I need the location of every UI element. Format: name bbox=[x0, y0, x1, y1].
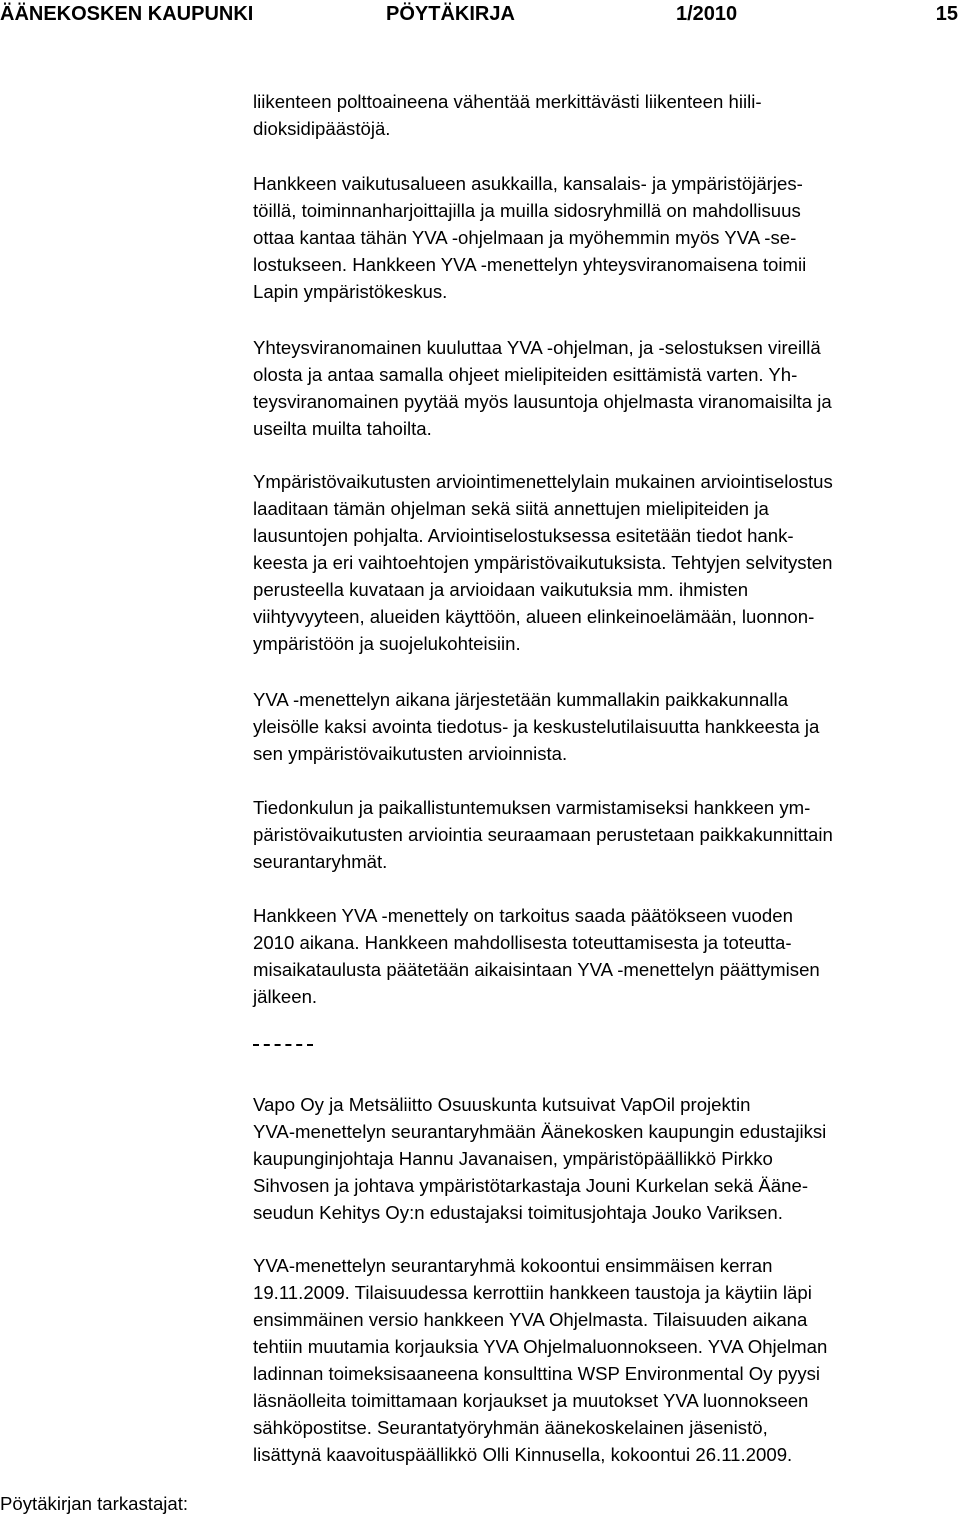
paragraph-text: Hankkeen YVA -menettely on tarkoitus saada päätökseen vuoden 2010 aikana. Hankkeen mahdollisesta toteuttamisesta ja toteutta- misaikataulusta päätetään aikaisintaan YVA -menettelyn päättymisen jälkeen. bbox=[253, 905, 820, 1007]
paragraph-7 bbox=[253, 902, 960, 1010]
paragraph-text: Tiedonkulun ja paikallistuntemuksen varmistamiseksi hankkeen ym- päristövaikutusten arviointia seuraamaan perustetaan paikkakunnittain seurantaryhmät. bbox=[253, 797, 833, 872]
section-separator bbox=[253, 1044, 313, 1046]
page-number: 15 bbox=[935, 3, 958, 25]
paragraph-2 bbox=[253, 170, 960, 305]
document-number: 1/2010 bbox=[676, 3, 738, 25]
paragraph-text: Vapo Oy ja Metsäliitto Osuuskunta kutsuivat VapOil projektin YVA-menettelyn seurantaryhmään Äänekosken kaupungin edustajiksi kaupunginjohtaja Hannu Javanaisen, ympäristöpäällikkö Pirkko Sihvosen ja johtava ympäristötarkastaja Jouni Kurkelan sekä Ääne- seudun Kehitys Oy:n edustajaksi toimitusjohtaja Jouko Variksen. bbox=[253, 1094, 827, 1223]
page-header bbox=[0, 0, 960, 30]
paragraph-6 bbox=[253, 794, 960, 875]
paragraph-1 bbox=[253, 88, 960, 142]
document-type: PÖYTÄKIRJA bbox=[386, 3, 515, 25]
paragraph-8 bbox=[253, 1091, 960, 1226]
paragraph-3 bbox=[253, 334, 960, 442]
reviewers-label: Pöytäkirjan tarkastajat: bbox=[0, 1493, 189, 1514]
paragraph-text: Hankkeen vaikutusalueen asukkailla, kansalais- ja ympäristöjärjes- töillä, toiminnanharjoittajilla ja muilla sidosryhmillä on mahdollisuus ottaa kantaa tähän YVA -ohjelmaan ja myöhemmin myös YVA -se- lostukseen. Hankkeen YVA -menettelyn yhteysviranomaisena toimii Lapin ympäristökeskus. bbox=[253, 173, 807, 302]
paragraph-text: Yhteysviranomainen kuuluttaa YVA -ohjelman, ja -selostuksen vireillä olosta ja antaa samalla ohjeet mielipiteiden esittämistä varten. Yh- teysviranomainen pyytää myös lausuntoja ohjelmasta viranomaisilta ja useilta muilta tahoilta. bbox=[253, 337, 832, 439]
paragraph-text: Ympäristövaikutusten arviointimenettelylain mukainen arviointiselostus laaditaan tämän ohjelman sekä siitä annettujen mielipiteiden ja lausuntojen pohjalta. Arviointiselostuksessa esitetään tiedot hank- keesta ja eri vaihtoehtojen ympäristövaikutuksista. Tehtyjen selvitysten perusteella kuvataan ja arvioidaan vaikutuksia mm. ihmisten viihtyvyyteen, alueiden käyttöön, alueen elinkeinoelämään, luonnon- ympäristöön ja suojelukohteisiin. bbox=[253, 471, 833, 654]
paragraph-5 bbox=[253, 686, 960, 767]
paragraph-text: YVA-menettelyn seurantaryhmä kokoontui ensimmäisen kerran 19.11.2009. Tilaisuudessa kerrottiin hankkeen taustoja ja käytiin läpi ensimmäinen versio hankkeen YVA Ohjelmasta. Tilaisuuden aikana tehtiin muutamia korjauksia YVA Ohjelmaluonnokseen. YVA Ohjelman ladinnan toimeksisaaneena konsulttina WSP Environmental Oy pyysi läsnäolleita toimittamaan korjaukset ja muutokset YVA luonnokseen sähköpostitse. Seurantatyöryhmän äänekoskelainen jäsenistö, lisättynä kaavoituspäällikkö Olli Kinnusella, kokoontui 26.11.2009. bbox=[253, 1255, 828, 1465]
paragraph-text: YVA -menettelyn aikana järjestetään kummallakin paikkakunnalla yleisölle kaksi avointa tiedotus- ja keskustelutilaisuutta hankkeesta ja sen ympäristövaikutusten arvioinnista. bbox=[253, 689, 820, 764]
paragraph-text: liikenteen polttoaineena vähentää merkittävästi liikenteen hiili- dioksidipäästöjä. bbox=[253, 91, 762, 139]
paragraph-9 bbox=[253, 1252, 960, 1468]
paragraph-4 bbox=[253, 468, 960, 657]
organization-name: ÄÄNEKOSKEN KAUPUNKI bbox=[0, 3, 254, 25]
